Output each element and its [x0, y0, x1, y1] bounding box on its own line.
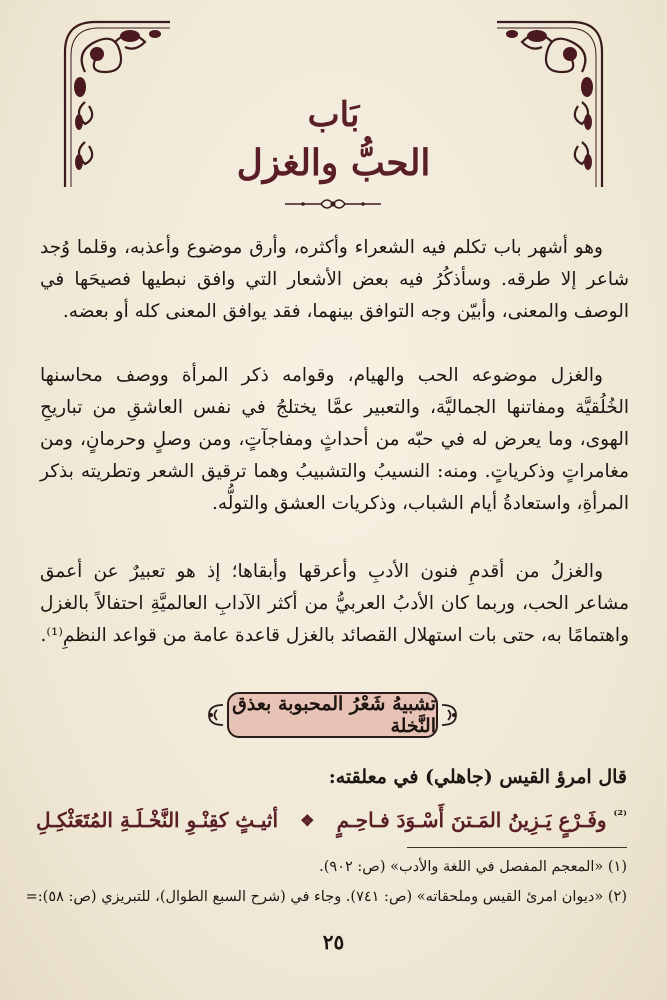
chapter-title: الحبُّ والغزل: [236, 142, 431, 184]
poetry-verse: [36, 800, 627, 840]
title-divider-icon: [283, 195, 383, 213]
verse-first-half-text: وفَـرْعٍ يَـزِينُ المَـتنَ أَسْـوَدَ فـاحِـمٍ: [336, 808, 607, 832]
paragraph-2: [40, 360, 629, 520]
verse-separator-icon: ❖: [300, 810, 315, 830]
paragraph-3: [40, 556, 629, 652]
verse-note-mark: ⁽²⁾: [613, 808, 627, 824]
paragraph-text: والغزل موضوعه الحب والهيام، وقوامه ذكر المرأة ووصف محاسنها الخُلُقيَّة ومفاتنها الجماليَّة، والتعبير عمَّا يختلجُ في نفس العاشقِ من تباريحِ الهوى، وما يعرض له في حبّه من أحداثٍ ومفاجآتٍ، ومن وصلٍ وحرمانٍ، ومن مغامراتٍ وذكرياتٍ. ومنه: النسيبُ والتشبيبُ وهما ترقيق الشعر وتطريته بذكر المرأةِ، واستعادةُ أيام الشباب، وذكريات العشق والتولُّه.: [40, 365, 629, 514]
scroll-ornament-icon: [205, 702, 227, 728]
chapter-header: [0, 92, 667, 188]
section-subheading: [205, 692, 460, 738]
subheading-box: [227, 692, 438, 738]
footnote-divider: [407, 847, 627, 848]
verse-first-half: [337, 808, 627, 832]
footnote-1: (١) «المعجم المفصل في اللغة والأدب» (ص: ٩٠٢).: [319, 859, 627, 875]
poet-intro: قال امرؤ القيس (جاهلي) في معلقته:: [328, 766, 627, 788]
footnote-2: (٢) «ديوان امرئ القيس وملحقاته» (ص: ٧٤١). وجاء في (شرح السبع الطوال)، للتبريزي (ص: ٥٨):=: [25, 889, 627, 905]
paragraph-text: وهو أشهر باب تكلم فيه الشعراء وأكثره، وأرق موضوع وأعذبه، وقلما وُجد شاعر إلا طرقه. وسأذكُرُ فيه بعض الأشعار التي وافق نبطيها فصيحَها في الوصف والمعنى، وأبيّن وجه التوافق بينهما، فقد يوافق المعنى كله أو بعضه.: [40, 237, 629, 322]
scroll-ornament-icon: [438, 702, 460, 728]
paragraph-1: [40, 232, 629, 328]
footnotes: [25, 852, 627, 912]
chapter-word: بَاب: [307, 95, 360, 135]
paragraph-text: والغزلُ من أقدمِ فنون الأدبِ وأعرقها وأبقاها؛ إذ هو تعبيرٌ عن أعمق مشاعر الحب، وربما كان الأدبُ العربيُّ من أكثر الآدابِ العالميَّةِ احتفالاً بالغزل واهتمامًا به، حتى بات استهلال القصائد بالغزل قاعدة عامة من قواعد النظمِ⁽¹⁾.: [40, 561, 630, 646]
verse-second-half: أثيـثٍ كقِنْـوِ النَّخْـلَـةِ المُتَعَثْكِـلِ: [36, 808, 279, 832]
page-number: ٢٥: [322, 930, 345, 954]
subheading-text: تشبيهُ شَعْرُ المحبوبة بعذق النَّخلة: [232, 693, 436, 737]
